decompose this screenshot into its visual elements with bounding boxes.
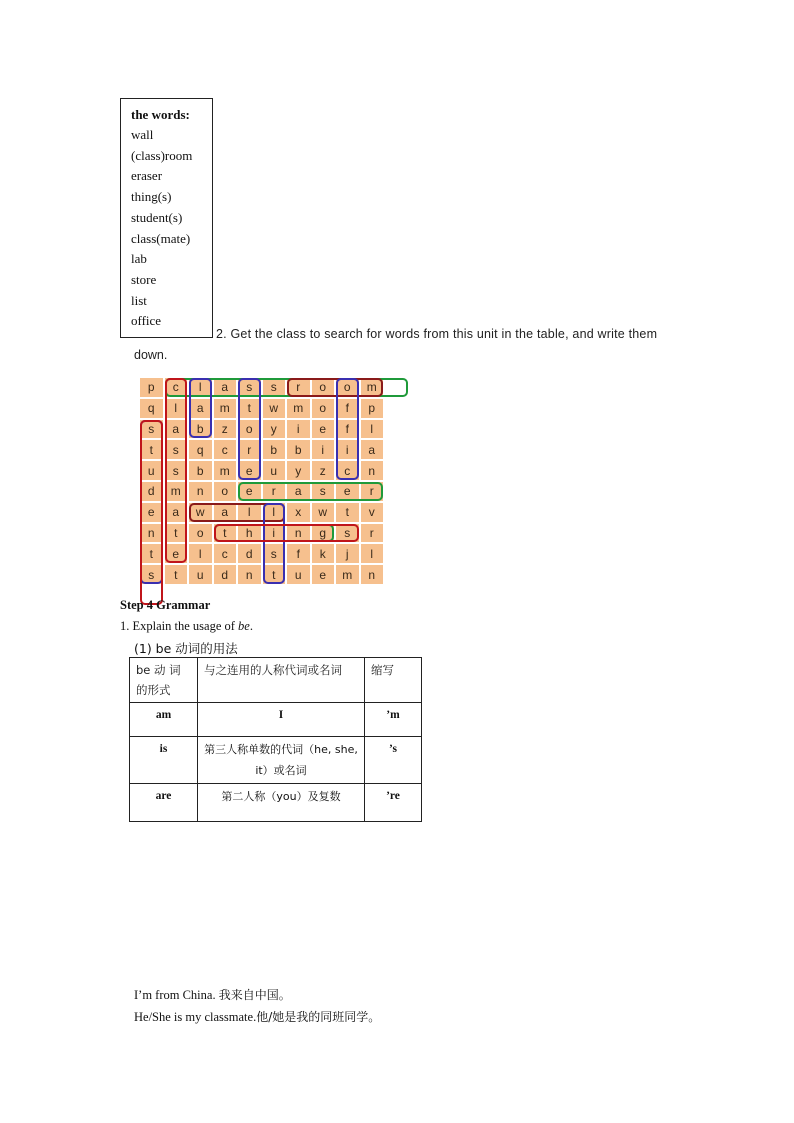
puzzle-cell: i — [262, 523, 287, 544]
puzzle-cell: t — [262, 564, 287, 585]
puzzle-cell: q — [188, 439, 213, 460]
puzzle-cell: e — [164, 543, 189, 564]
puzzle-cell: a — [360, 439, 385, 460]
puzzle-cell: b — [262, 439, 287, 460]
puzzle-cell: s — [139, 564, 164, 585]
puzzle-cell: e — [237, 481, 262, 502]
explain-emphasis: be — [238, 619, 250, 633]
word-highlight — [287, 378, 383, 397]
puzzle-cell: p — [360, 398, 385, 419]
instruction-line-2: down. — [134, 348, 168, 362]
word-highlight — [140, 420, 163, 605]
puzzle-cell: i — [311, 439, 336, 460]
puzzle-cell: o — [237, 419, 262, 440]
puzzle-cell: o — [335, 377, 360, 398]
puzzle-cell: h — [237, 523, 262, 544]
puzzle-cell: a — [213, 377, 238, 398]
puzzle-cell: s — [335, 523, 360, 544]
word-highlight — [238, 378, 261, 480]
puzzle-cell: t — [237, 398, 262, 419]
puzzle-cell: n — [286, 523, 311, 544]
table-cell: ’s — [365, 737, 422, 784]
example-zh: 我来自中国。 — [218, 988, 291, 1002]
puzzle-cell: z — [311, 460, 336, 481]
puzzle-cell: e — [237, 460, 262, 481]
puzzle-cell: y — [262, 419, 287, 440]
puzzle-cell: u — [262, 460, 287, 481]
word-highlight — [238, 482, 383, 501]
puzzle-cell: u — [139, 460, 164, 481]
puzzle-cell: f — [335, 419, 360, 440]
puzzle-cell: j — [335, 543, 360, 564]
puzzle-cell: x — [286, 502, 311, 523]
puzzle-cell: e — [311, 419, 336, 440]
puzzle-cell: t — [335, 502, 360, 523]
word-highlight — [214, 524, 359, 543]
puzzle-cell: w — [311, 502, 336, 523]
puzzle-cell: a — [188, 398, 213, 419]
puzzle-cell: l — [188, 543, 213, 564]
word-highlight — [189, 378, 212, 438]
puzzle-cell: s — [139, 419, 164, 440]
puzzle-cell: t — [139, 439, 164, 460]
puzzle-cell: b — [188, 419, 213, 440]
table-cell: am — [130, 703, 198, 737]
table-cell: is — [130, 737, 198, 784]
instruction-line-1: 2. Get the class to search for words from this unit in the table, and write them — [216, 327, 658, 341]
puzzle-cell: t — [164, 523, 189, 544]
header-cell: 缩写 — [365, 658, 422, 703]
puzzle-cell: l — [164, 398, 189, 419]
puzzle-cell: c — [335, 460, 360, 481]
puzzle-cell: f — [286, 543, 311, 564]
puzzle-cell: n — [360, 564, 385, 585]
table-header-row — [130, 658, 422, 703]
word-list-box — [120, 98, 213, 338]
table-cell: 第三人称单数的代词（he, she, it）或名词 — [198, 737, 365, 784]
word-list-item: lab — [131, 251, 147, 267]
puzzle-cell: c — [164, 377, 189, 398]
example-zh: 他/她是我的同班同学。 — [256, 1010, 381, 1024]
puzzle-cell: s — [311, 481, 336, 502]
puzzle-cell: m — [213, 398, 238, 419]
puzzle-cell: e — [139, 502, 164, 523]
explain-suffix: . — [249, 619, 253, 633]
table-cell: are — [130, 784, 198, 822]
word-list-item: eraser — [131, 168, 163, 184]
puzzle-cell: s — [237, 377, 262, 398]
puzzle-cell: i — [286, 419, 311, 440]
explain-prefix: 1. Explain the usage of — [120, 619, 239, 633]
example-en: I’m from China. — [134, 988, 219, 1002]
puzzle-cell: o — [188, 523, 213, 544]
puzzle-cell: r — [237, 439, 262, 460]
word-list-item: thing(s) — [131, 189, 172, 205]
step-heading: Step 4 Grammar — [120, 598, 211, 612]
puzzle-cell: y — [286, 460, 311, 481]
puzzle-cell: r — [360, 481, 385, 502]
table-cell: ’m — [365, 703, 422, 737]
table-row — [130, 737, 422, 784]
puzzle-cell: l — [262, 502, 287, 523]
puzzle-cell: d — [139, 481, 164, 502]
puzzle-cell: n — [360, 460, 385, 481]
puzzle-cell: o — [311, 377, 336, 398]
word-list-item: office — [131, 313, 162, 329]
puzzle-cell: b — [286, 439, 311, 460]
puzzle-cell: a — [213, 502, 238, 523]
example-en: He/She is my classmate. — [134, 1010, 257, 1024]
example-sentence — [134, 986, 291, 1003]
puzzle-cell: p — [139, 377, 164, 398]
puzzle-cell: l — [360, 543, 385, 564]
sub-title: (1) be 动词的用法 — [134, 641, 238, 656]
puzzle-cell: n — [237, 564, 262, 585]
table-row — [130, 703, 422, 737]
word-list-item: store — [131, 271, 157, 287]
puzzle-cell: m — [286, 398, 311, 419]
puzzle-cell: t — [213, 523, 238, 544]
word-highlight — [263, 503, 286, 584]
puzzle-cell: u — [188, 564, 213, 585]
puzzle-cell: t — [164, 564, 189, 585]
puzzle-cell: q — [139, 398, 164, 419]
puzzle-cell: s — [262, 543, 287, 564]
puzzle-cell: b — [188, 460, 213, 481]
puzzle-cell: m — [360, 377, 385, 398]
puzzle-cell: s — [164, 439, 189, 460]
puzzle-cell: g — [311, 523, 336, 544]
puzzle-cell: a — [164, 502, 189, 523]
puzzle-cell: s — [164, 460, 189, 481]
puzzle-cell: m — [213, 460, 238, 481]
table-row — [130, 784, 422, 822]
puzzle-cell: w — [188, 502, 213, 523]
word-list-item: wall — [131, 127, 154, 142]
explain-line — [120, 619, 253, 634]
puzzle-cell: a — [164, 419, 189, 440]
puzzle-cell: z — [213, 419, 238, 440]
example-sentence — [134, 1008, 380, 1025]
puzzle-cell: m — [164, 481, 189, 502]
word-highlight — [165, 378, 188, 563]
puzzle-cell: k — [311, 543, 336, 564]
puzzle-cell: v — [360, 502, 385, 523]
puzzle-cell: c — [213, 439, 238, 460]
puzzle-cell: d — [213, 564, 238, 585]
puzzle-cell: e — [335, 481, 360, 502]
puzzle-cell: n — [188, 481, 213, 502]
puzzle-cell: d — [237, 543, 262, 564]
be-usage-table — [129, 657, 422, 822]
puzzle-cell: r — [262, 481, 287, 502]
table-cell: ’re — [365, 784, 422, 822]
puzzle-cell: o — [311, 398, 336, 419]
puzzle-cell: c — [213, 543, 238, 564]
puzzle-cell: l — [188, 377, 213, 398]
word-list-title: the words: — [131, 107, 190, 122]
puzzle-cell: m — [335, 564, 360, 585]
puzzle-cell: e — [311, 564, 336, 585]
puzzle-cell: f — [335, 398, 360, 419]
puzzle-cell: u — [286, 564, 311, 585]
word-list-item: (class)room — [131, 147, 193, 163]
puzzle-cell: n — [139, 523, 164, 544]
table-cell: I — [198, 703, 365, 737]
word-list-item: list — [131, 292, 147, 308]
word-list-item: student(s) — [131, 209, 183, 225]
word-highlight — [336, 378, 359, 480]
word-search-puzzle — [139, 377, 384, 585]
puzzle-cell: r — [286, 377, 311, 398]
puzzle-cell: t — [139, 543, 164, 564]
word-list-item: class(mate) — [131, 230, 191, 246]
puzzle-cell: a — [286, 481, 311, 502]
header-cell: 与之连用的人称代词或名词 — [198, 658, 365, 703]
puzzle-cell: l — [237, 502, 262, 523]
puzzle-cell: i — [335, 439, 360, 460]
header-cell: be 动 词的形式 — [130, 658, 198, 703]
puzzle-cell: r — [360, 523, 385, 544]
puzzle-cell: w — [262, 398, 287, 419]
puzzle-cell: o — [213, 481, 238, 502]
puzzle-cell: s — [262, 377, 287, 398]
puzzle-cell: l — [360, 419, 385, 440]
table-cell: 第二人称（you）及复数 — [198, 784, 365, 822]
